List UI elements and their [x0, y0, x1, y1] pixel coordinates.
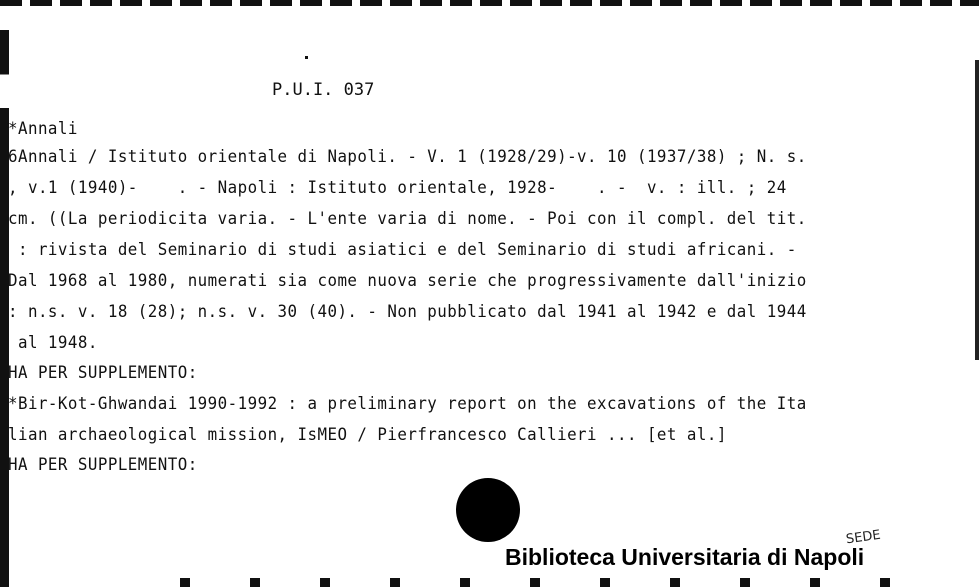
card-line: HA PER SUPPLEMENTO:: [8, 363, 198, 383]
card-line: , v.1 (1940)- . - Napoli : Istituto orientale, 1928- . - v. : ill. ; 24: [8, 178, 787, 198]
card-right-edge: [975, 60, 979, 360]
shelfmark: P.U.I. 037: [272, 80, 375, 100]
card-line: *Bir-Kot-Ghwandai 1990-1992 : a preliminary report on the excavations of the Ita: [8, 394, 807, 414]
card-top-edge: [0, 0, 979, 6]
ink-speck: [305, 56, 308, 59]
card-line: lian archaeological mission, IsMEO / Pierfrancesco Callieri ... [et al.]: [8, 425, 727, 445]
library-stamp: Biblioteca Universitaria di Napoli: [505, 544, 865, 570]
card-line: : rivista del Seminario di studi asiatici e del Seminario di studi africani. -: [8, 240, 797, 260]
stamp-fragment: SEDE: [845, 527, 882, 548]
card-line: al 1948.: [8, 333, 98, 353]
card-line: *Annali: [8, 119, 78, 139]
card-line: : n.s. v. 18 (28); n.s. v. 30 (40). - Non pubblicato dal 1941 al 1942 e dal 1944: [8, 302, 807, 322]
card-line: Dal 1968 al 1980, numerati sia come nuova serie che progressivamente dall'inizio: [8, 271, 807, 291]
card-line: 6Annali / Istituto orientale di Napoli. - V. 1 (1928/29)-v. 10 (1937/38) ; N. s.: [8, 147, 807, 167]
punch-hole: [456, 478, 520, 542]
card-bottom-edge: [180, 578, 940, 587]
card-line: cm. ((La periodicita varia. - L'ente varia di nome. - Poi con il compl. del tit.: [8, 209, 807, 229]
card-line: HA PER SUPPLEMENTO:: [8, 455, 198, 475]
